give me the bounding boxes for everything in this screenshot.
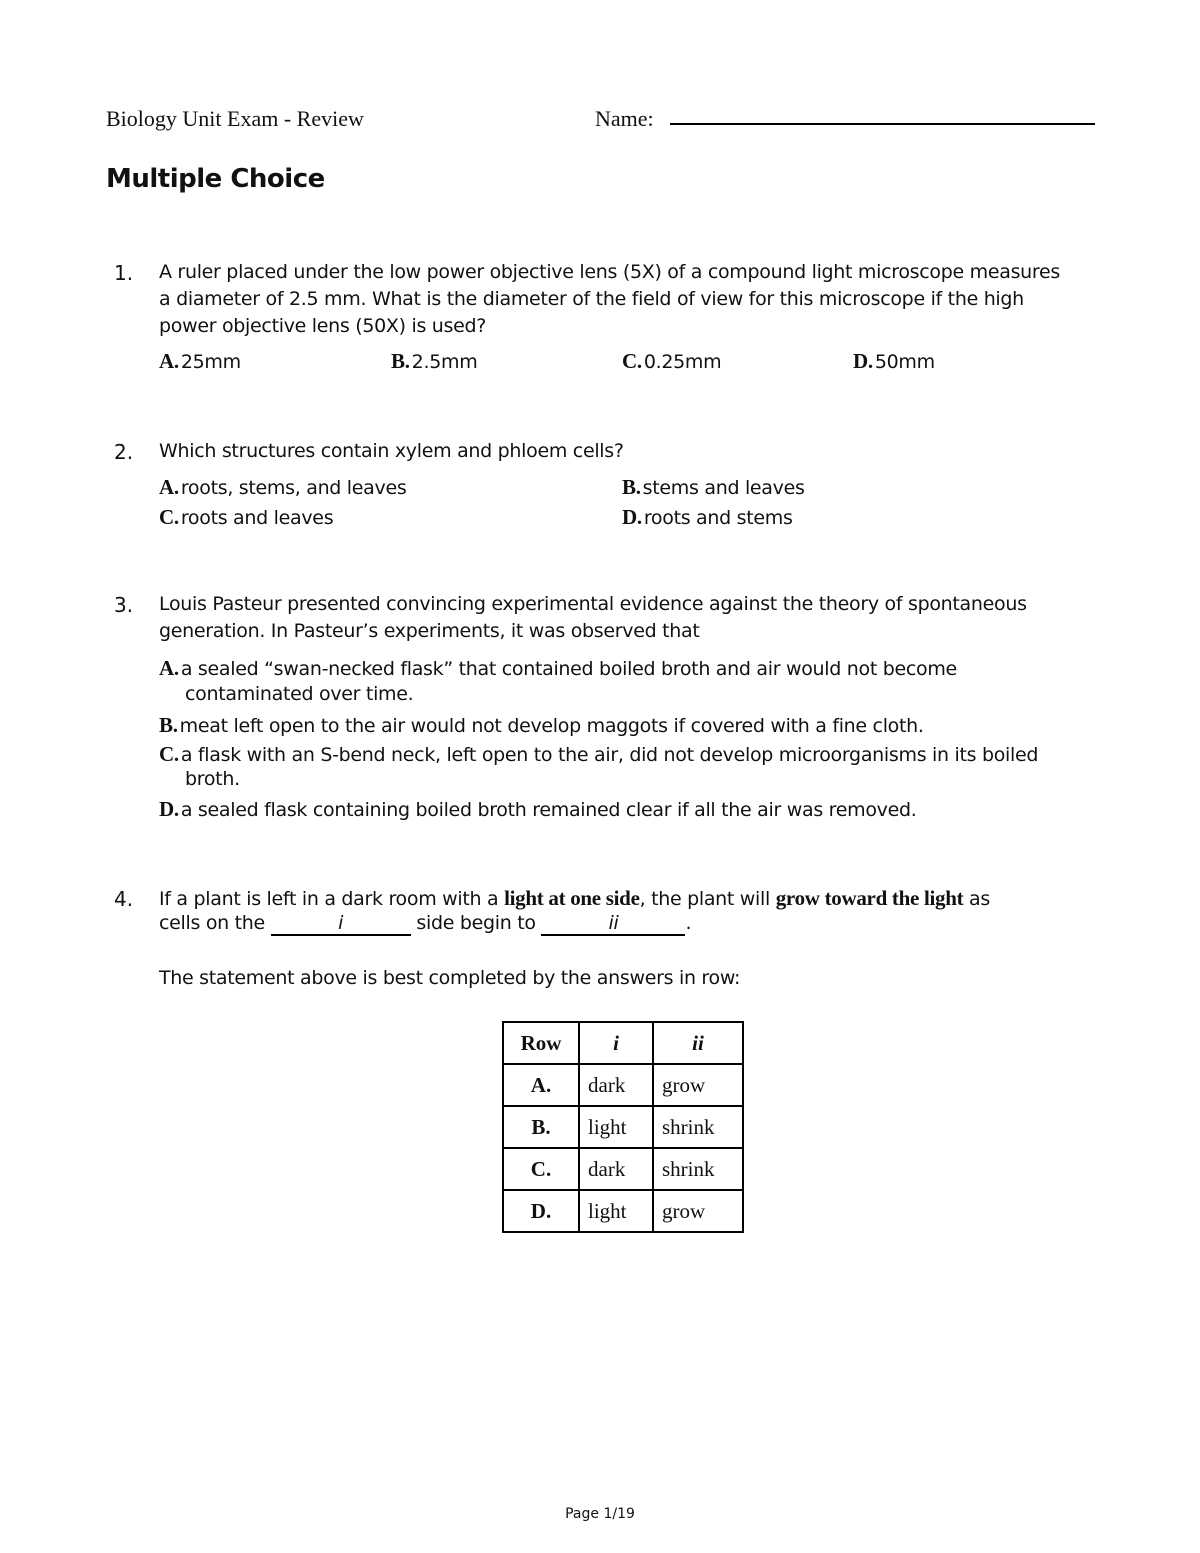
exam-title: Biology Unit Exam - Review [106, 106, 364, 131]
question-2-number: 2. [114, 440, 134, 464]
table-cell: grow [653, 1064, 743, 1106]
question-1-option-c[interactable]: C. 0.25mm [622, 349, 722, 373]
question-3-option-a-continued: contaminated over time. [185, 683, 414, 705]
question-3-option-d[interactable]: D. a sealed flask containing boiled broth remained clear if all the air was removed. [159, 797, 917, 821]
question-1-option-a[interactable]: A. 25mm [159, 349, 241, 373]
question-2-option-c[interactable]: C. roots and leaves [159, 505, 334, 529]
table-cell: shrink [653, 1106, 743, 1148]
blank-i: i [271, 912, 411, 936]
answer-table [502, 1021, 744, 1233]
question-1-line-2: a diameter of 2.5 mm. What is the diameter of the field of view for this microscope if the high [159, 288, 1024, 310]
question-3-line-2: generation. In Pasteur’s experiments, it was observed that [159, 620, 700, 642]
question-4-prompt: The statement above is best completed by the answers in row: [159, 967, 741, 989]
table-cell: dark [579, 1064, 653, 1106]
blank-ii: ii [541, 912, 685, 936]
table-row [503, 1148, 743, 1190]
question-4-number: 4. [114, 887, 134, 911]
table-cell: grow [653, 1190, 743, 1232]
question-2-line-1: Which structures contain xylem and phloem cells? [159, 440, 624, 462]
question-2-option-b[interactable]: B. stems and leaves [622, 475, 805, 499]
question-3-number: 3. [114, 593, 134, 617]
question-1-option-b[interactable]: B. 2.5mm [391, 349, 478, 373]
question-1-line-1: A ruler placed under the low power objective lens (5X) of a compound light microscope measures [159, 261, 1061, 283]
table-cell: D. [503, 1190, 579, 1232]
table-header-row [503, 1022, 743, 1064]
question-2-option-a[interactable]: A. roots, stems, and leaves [159, 475, 407, 499]
table-row [503, 1190, 743, 1232]
table-cell: light [579, 1106, 653, 1148]
question-4-line-1: If a plant is left in a dark room with a light at one side, the plant will grow toward the light as [159, 886, 990, 910]
question-3-line-1: Louis Pasteur presented convincing experimental evidence against the theory of spontaneous [159, 593, 1027, 615]
table-cell: dark [579, 1148, 653, 1190]
question-1-line-3: power objective lens (50X) is used? [159, 315, 487, 337]
question-3-option-a[interactable]: A. a sealed “swan-necked flask” that contained boiled broth and air would not become [159, 656, 957, 680]
question-1-number: 1. [114, 261, 134, 285]
table-row [503, 1064, 743, 1106]
table-cell: light [579, 1190, 653, 1232]
table-cell: shrink [653, 1148, 743, 1190]
question-3-option-c-continued: broth. [185, 768, 240, 790]
question-3-option-c[interactable]: C. a flask with an S-bend neck, left open to the air, did not develop microorganisms in its boiled [159, 742, 1039, 766]
section-heading: Multiple Choice [106, 164, 325, 194]
table-cell: B. [503, 1106, 579, 1148]
table-header: Row [503, 1022, 579, 1064]
question-4-line-2: cells on the i side begin to ii . [159, 912, 692, 934]
question-3-option-b[interactable]: B. meat left open to the air would not develop maggots if covered with a fine cloth. [159, 713, 924, 737]
table-header: ii [653, 1022, 743, 1064]
table-row [503, 1106, 743, 1148]
question-2-option-d[interactable]: D. roots and stems [622, 505, 793, 529]
name-label: Name: [595, 106, 654, 131]
table-cell: A. [503, 1064, 579, 1106]
page-number: Page 1/19 [565, 1506, 635, 1522]
table-cell: C. [503, 1148, 579, 1190]
name-line [670, 123, 1095, 125]
question-1-option-d[interactable]: D. 50mm [853, 349, 935, 373]
table-header: i [579, 1022, 653, 1064]
